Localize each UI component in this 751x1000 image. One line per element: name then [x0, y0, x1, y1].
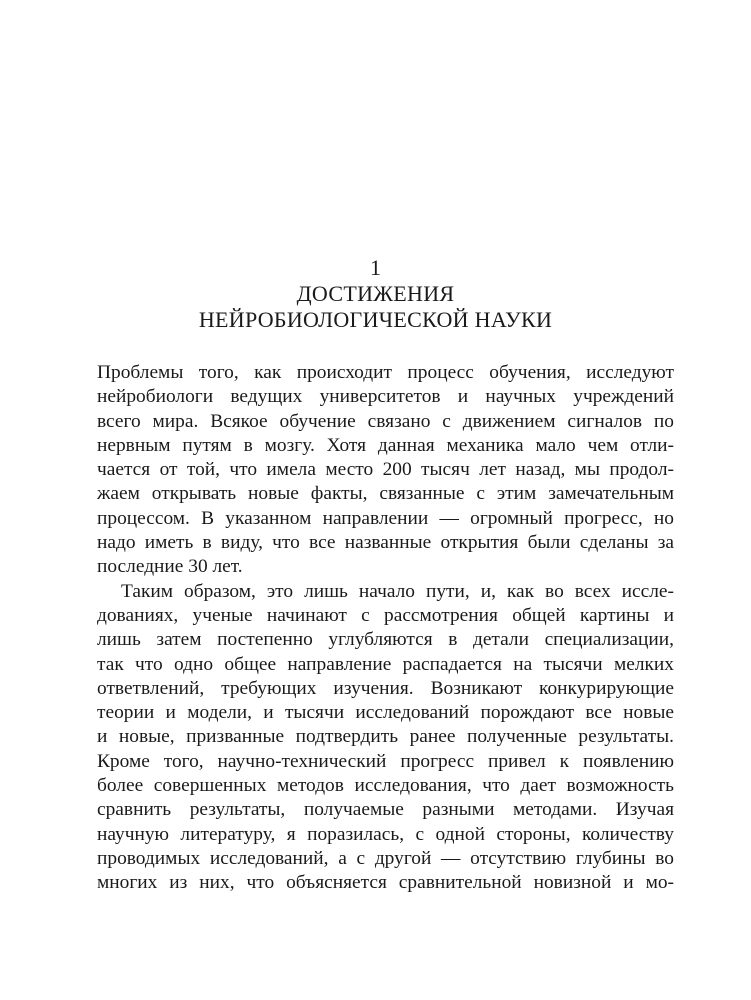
- text-line: Проблемы того, как происходит процесс обучения, исследуют: [97, 362, 674, 383]
- text-line: лишь затем постепенно углубляются в детали специализации,: [97, 629, 674, 651]
- text-line: процессом. В указанном направлении — огромный прогресс, но: [97, 507, 674, 529]
- paragraph: [97, 361, 674, 580]
- text-line: и новые, призванные подтвердить ранее полученные результаты.: [97, 726, 674, 748]
- text-line: так что одно общее направление распадается на тысячи мелких: [97, 653, 674, 675]
- text-line: научную литературу, я поразилась, с одной стороны, количеству: [97, 823, 674, 845]
- text-line: дованиях, ученые начинают с рассмотрения общей картины и: [97, 604, 674, 626]
- chapter-title-line: ДОСТИЖЕНИЯ: [296, 281, 455, 306]
- chapter-number: 1: [370, 255, 381, 280]
- text-line: теории и модели, и тысячи исследований порождают все новые: [97, 702, 674, 724]
- text-line: жаем открывать новые факты, связанные с этим замечательным: [97, 483, 674, 505]
- text-line: всего мира. Всякое обучение связано с движением сигналов по: [97, 410, 674, 432]
- text-line: сравнить результаты, получаемые разными методами. Изучая: [97, 799, 674, 821]
- text-line: Кроме того, научно-технический прогресс привел к появлению: [97, 750, 674, 772]
- text-line: нейробиологи ведущих университетов и научных учреждений: [97, 386, 674, 408]
- text-line: Таким образом, это лишь начало пути, и, как во всех иссле-: [121, 580, 674, 602]
- chapter-title-line: НЕЙРОБИОЛОГИЧЕСКОЙ НАУКИ: [198, 307, 553, 332]
- text-line: надо иметь в виду, что все названные открытия были сделаны за: [97, 532, 674, 554]
- chapter-title: [0, 281, 751, 333]
- text-line: чается от той, что имела место 200 тысяч лет назад, мы продол-: [97, 459, 674, 481]
- text-line: нервным путям в мозгу. Хотя данная механика мало чем отли-: [97, 434, 674, 456]
- text-line: более совершенных методов исследования, что дает возможность: [97, 775, 674, 797]
- text-line: проводимых исследований, а с другой — отсутствию глубины во: [97, 847, 674, 869]
- text-line: многих из них, что объясняется сравнительной новизной и мо-: [97, 872, 674, 894]
- text-line: последние 30 лет.: [97, 556, 243, 578]
- body-text: [97, 361, 674, 896]
- paragraph: [97, 580, 674, 896]
- text-line: ответвлений, требующих изучения. Возникают конкурирующие: [97, 677, 674, 699]
